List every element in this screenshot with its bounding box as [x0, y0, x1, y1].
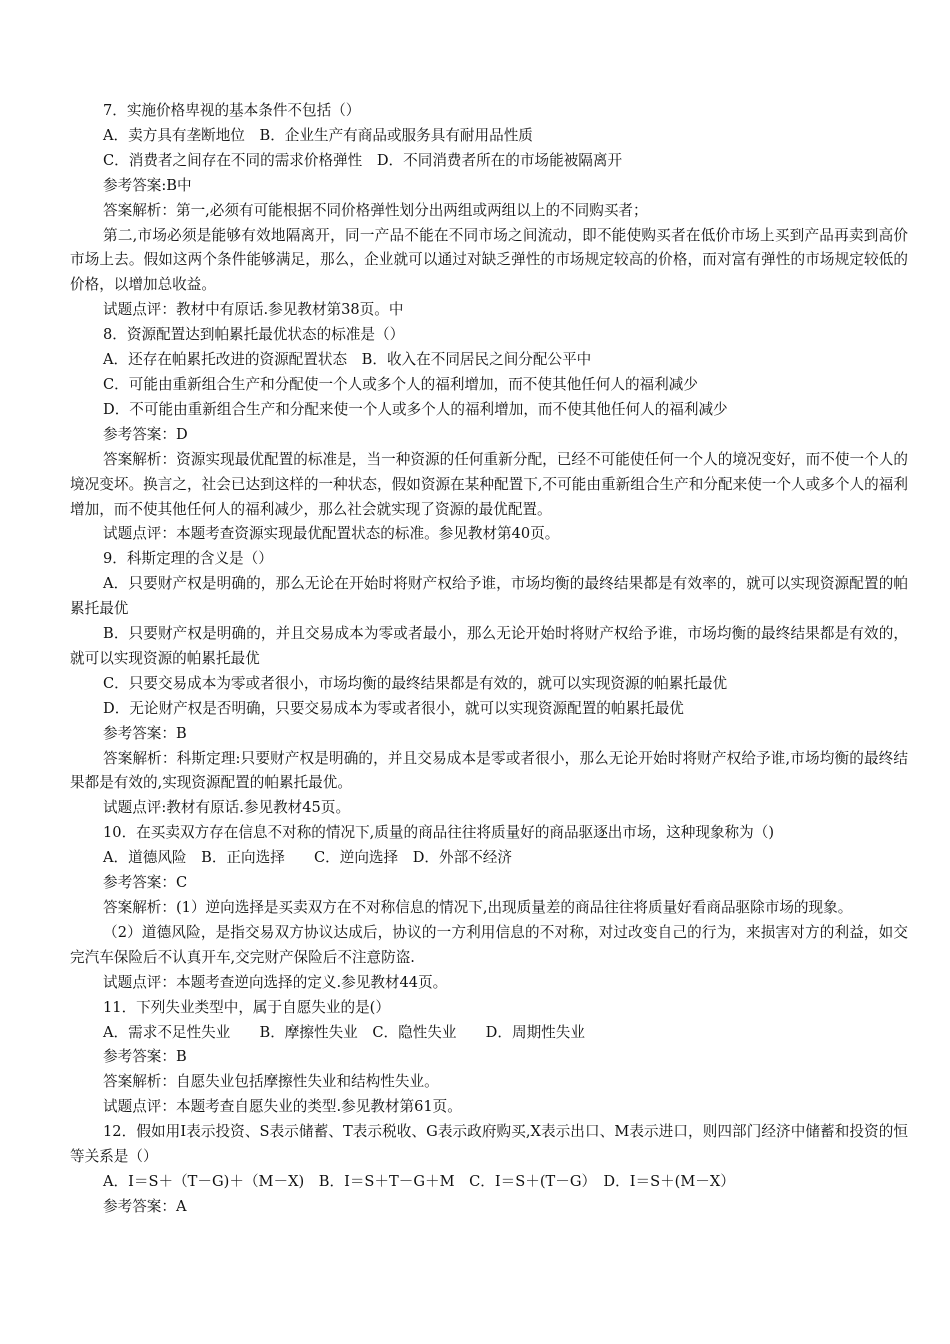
question-8-options-ab: A．还存在帕累托改进的资源配置状态 B．收入在不同居民之间分配公平中: [103, 351, 592, 369]
question-7-explanation-continued: 第二,市场必须是能够有效地隔离开，同一产品不能在不同市场之间流动，即不能使购买者在低价市场上买到产品再卖到高价市场上去。假如这两个条件能够满足，那么，企业就可以通过对缺乏弹性的市场规定较高的价格，而对富有弹性的市场规定较低的价格，以增加总收益。: [70, 226, 908, 294]
question-11-explanation: 答案解析：自愿失业包括摩擦性失业和结构性失业。: [103, 1073, 439, 1091]
question-9-option-a: A．只要财产权是明确的，那么无论在开始时将财产权给予谁，市场均衡的最终结果都是有效率的，就可以实现资源配置的帕累托最优: [70, 575, 908, 618]
question-9-explanation: 答案解析：科斯定理:只要财产权是明确的，并且交易成本是零或者很小，那么无论开始时将财产权给予谁,市场均衡的最终结果都是有效的,实现资源配置的帕累托最优。: [70, 749, 908, 792]
question-11-options: A．需求不足性失业 B．摩擦性失业 C．隐性失业 D．周期性失业: [103, 1023, 585, 1041]
question-7-comment: 试题点评：教材中有原话.参见教材第38页。中: [103, 301, 404, 319]
question-11-comment: 试题点评：本题考查自愿失业的类型.参见教材第61页。: [103, 1098, 462, 1116]
question-12-stem: 12．假如用I表示投资、S表示储蓄、T表示税收、G表示政府购买,X表示出口、M表示进口，则四部门经济中储蓄和投资的恒等关系是（）: [70, 1123, 908, 1166]
question-9-option-b: B．只要财产权是明确的，并且交易成本为零或者最小，那么无论开始时将财产权给予谁，市场均衡的最终结果都是有效的，就可以实现资源的帕累托最优: [70, 625, 908, 667]
question-10-explanation: 答案解析：(1）逆向选择是买卖双方在不对称信息的情况下,出现质量差的商品往往将质量好看商品驱除市场的现象。: [103, 899, 853, 916]
question-8-comment: 试题点评：本题考查资源实现最优配置状态的标准。参见教材第40页。: [103, 525, 560, 543]
question-9-comment: 试题点评:教材有原话.参见教材45页。: [103, 799, 351, 817]
question-12-answer: 参考答案：A: [103, 1197, 187, 1215]
question-8-option-c: C．可能由重新组合生产和分配使一个人或多个人的福利增加，而不使其他任何人的福利减少: [103, 375, 698, 393]
question-7-options-ab: A．卖方具有垄断地位 B．企业生产有商品或服务具有耐用品性质: [103, 126, 533, 144]
question-9-option-d: D．无论财产权是否明确，只要交易成本为零或者很小，就可以实现资源配置的帕累托最优: [103, 699, 684, 717]
question-7-options-cd: C．消费者之间存在不同的需求价格弹性 D．不同消费者所在的市场能被隔离开: [103, 151, 623, 169]
question-8-answer: 参考答案：D: [103, 425, 188, 443]
question-7-explanation: 答案解析：第一,必须有可能根据不同价格弹性划分出两组或两组以上的不同购买者；: [103, 201, 648, 219]
question-8-explanation: 答案解析：资源实现最优配置的标准是，当一种资源的任何重新分配，已经不可能使任何一个人的境况变好，而不使一个人的境况变坏。换言之，社会已达到这样的一种状态，假如资源在某种配置下,不可能由重新组合生产和分配来使一个人或多个人的福利增加，而不使其他任何人的福利减少，那么社会就实现了资源的最优配置。: [70, 450, 908, 518]
question-10-comment: 试题点评：本题考查逆向选择的定义.参见教材44页。: [103, 973, 448, 991]
question-7-stem: 7．实施价格卑视的基本条件不包括（）: [103, 102, 361, 119]
question-9-stem: 9．科斯定理的含义是（）: [103, 550, 273, 568]
question-10-options: A．道德风险 B．正向选择 C．逆向选择 D．外部不经济: [103, 849, 512, 867]
question-8-option-d: D．不可能由重新组合生产和分配来使一个人或多个人的福利增加，而不使其他任何人的福利减少: [103, 400, 728, 418]
question-10-answer: 参考答案：C: [103, 874, 188, 892]
question-10-explanation-continued: （2）道德风险，是指交易双方协议达成后，协议的一方利用信息的不对称，对过改变自己的行为，来损害对方的利益，如交完汽车保险后不认真开车,交完财产保险后不注意防盗.: [70, 923, 908, 966]
question-10-stem: 10．在买卖双方存在信息不对称的情况下,质量的商品往往将质量好的商品驱逐出市场，这种现象称为（): [103, 824, 775, 842]
question-8-stem: 8．资源配置达到帕累托最优状态的标准是（）: [103, 326, 405, 344]
question-11-answer: 参考答案：B: [103, 1048, 187, 1066]
document-body: [70, 99, 908, 1220]
question-12-options: A．I＝S＋（T－G)＋（M－X) B．I＝S＋T－G＋M C．I＝S＋(T－G） D．I＝S＋(M－X）: [103, 1172, 735, 1190]
question-9-option-c: C．只要交易成本为零或者很小，市场均衡的最终结果都是有效的，就可以实现资源的帕累托最优: [103, 674, 728, 692]
question-7-answer: 参考答案:B中: [103, 176, 192, 194]
question-11-stem: 11．下列失业类型中，属于自愿失业的是(）: [103, 998, 390, 1016]
question-9-answer: 参考答案：B: [103, 724, 187, 742]
